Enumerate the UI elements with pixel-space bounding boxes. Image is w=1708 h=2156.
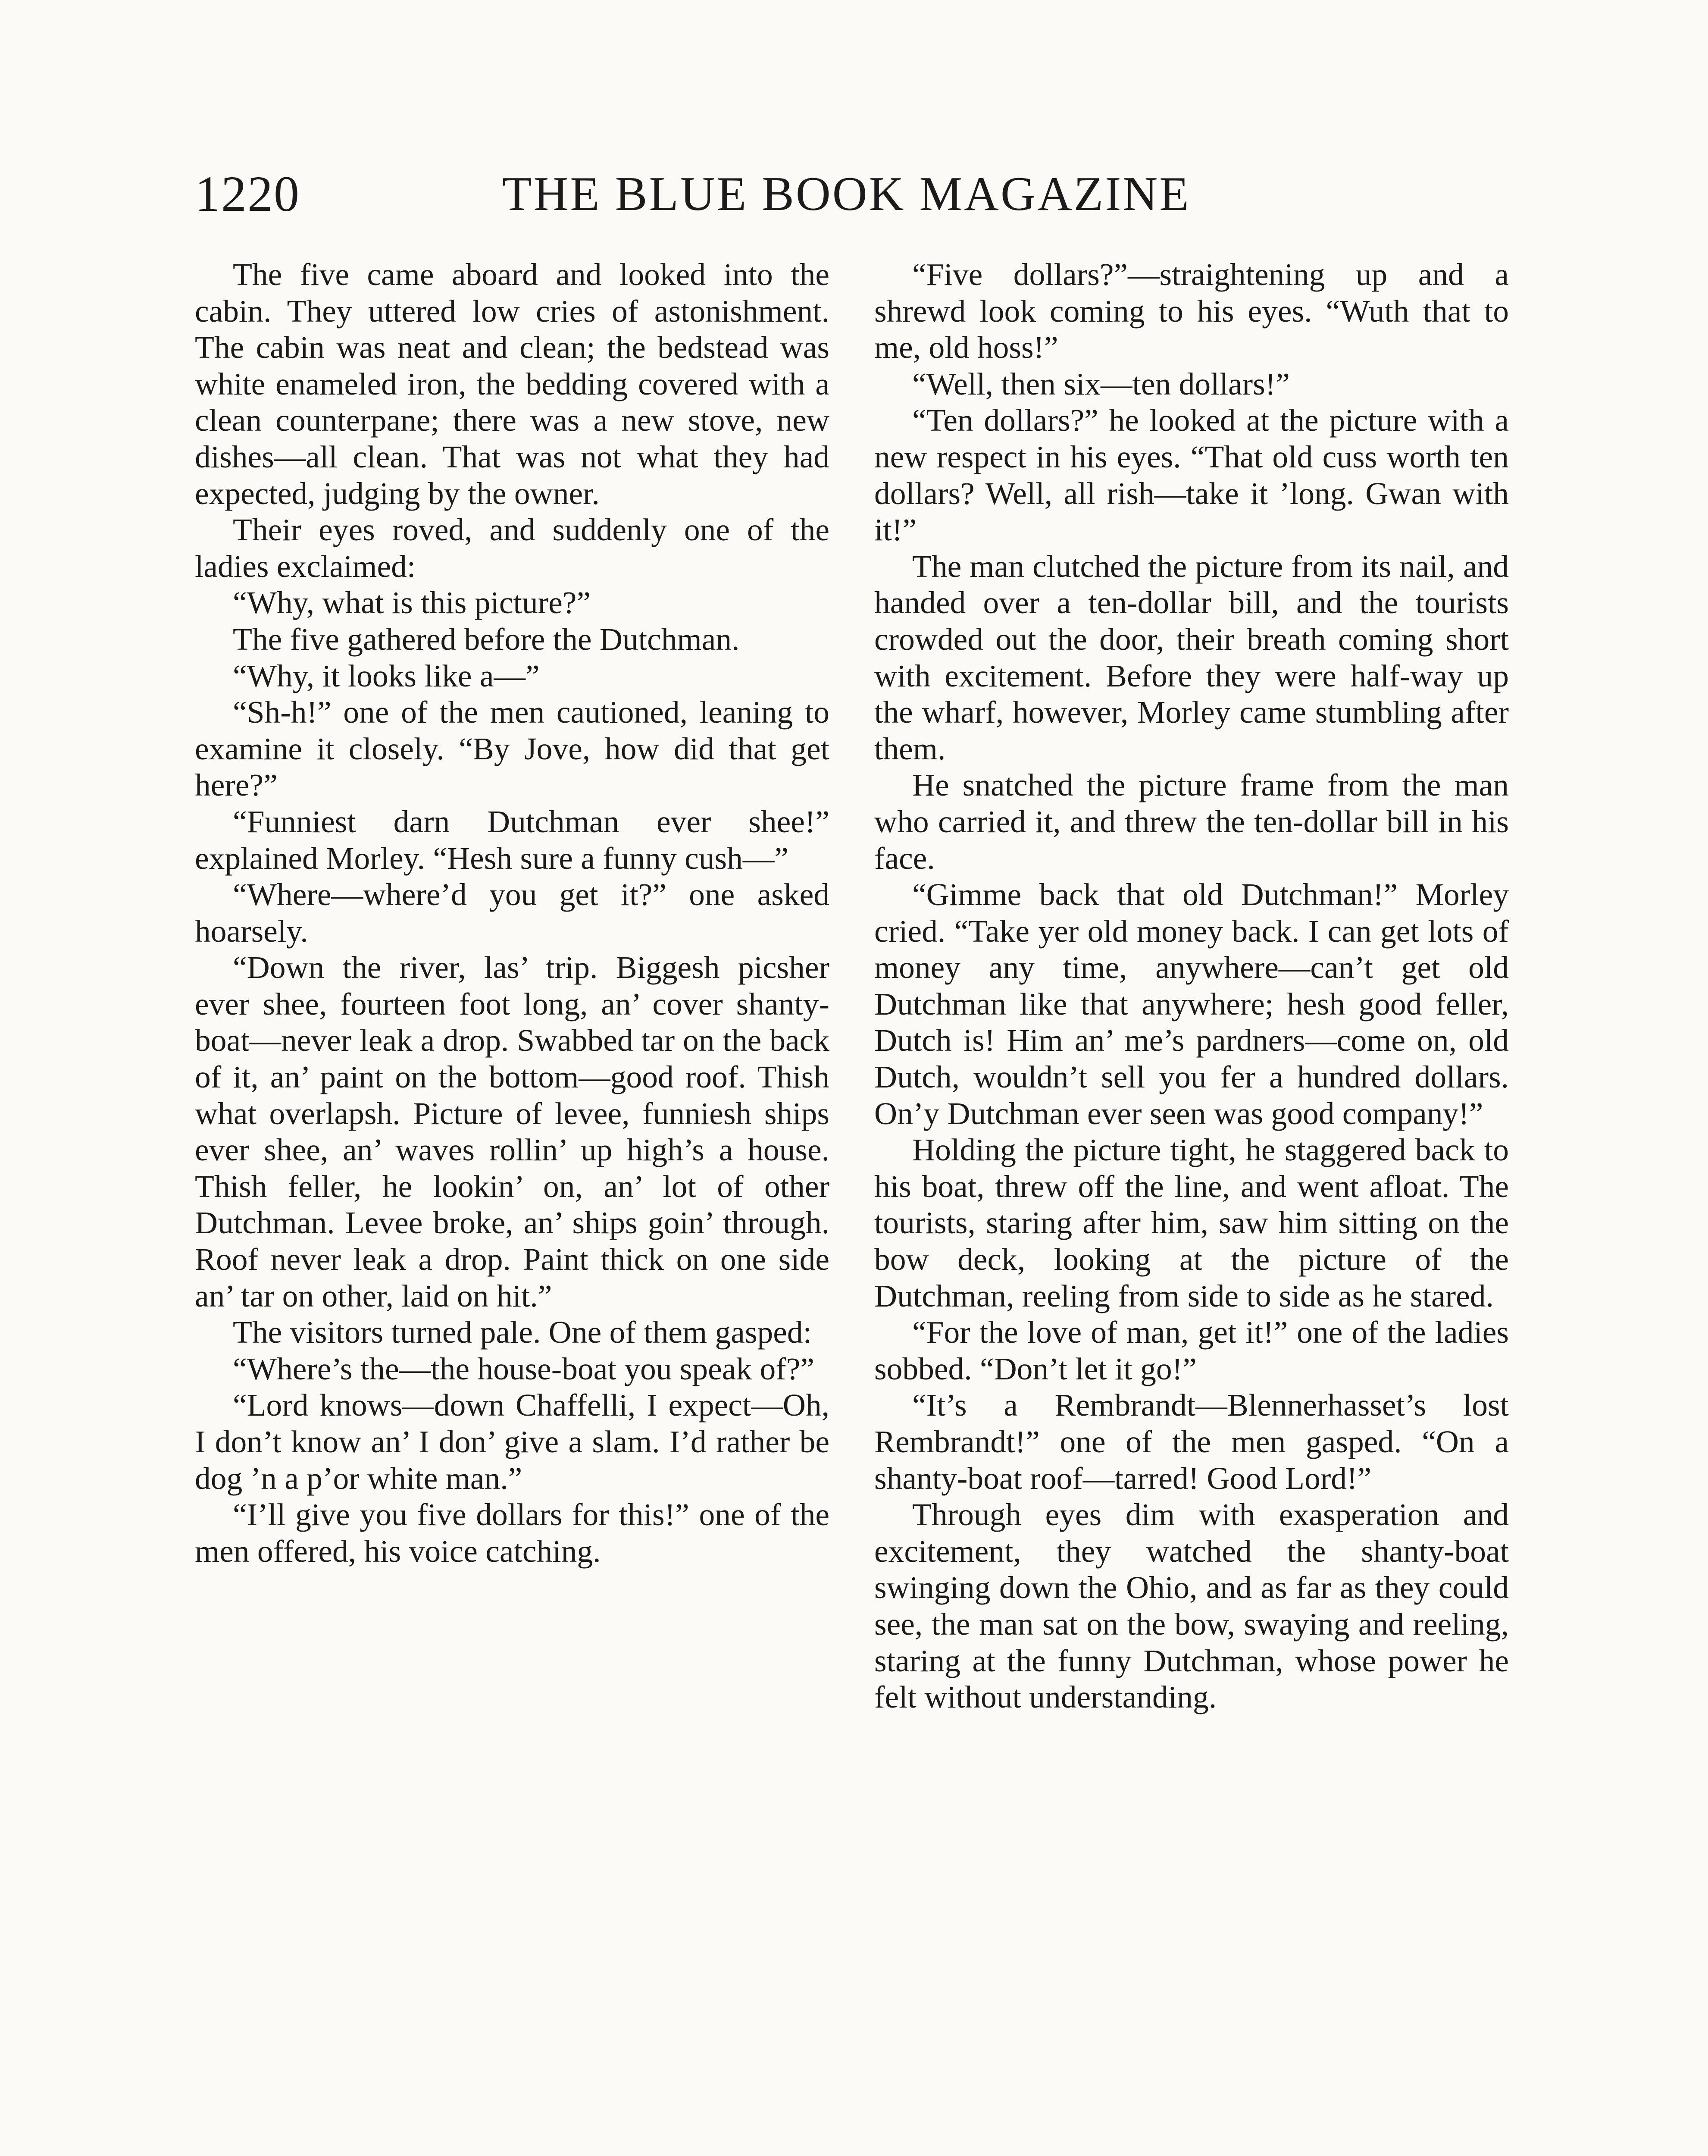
paragraph: “I’ll give you five dollars for this!” one of the men offered, his voice catching.	[195, 1497, 829, 1569]
paragraph: “Sh-h!” one of the men cautioned, leaning to examine it closely. “By Jove, how did that get here?”	[195, 695, 829, 803]
paragraph: “Why, it looks like a—”	[233, 658, 540, 693]
paragraph: The five gathered before the Dutchman.	[233, 621, 740, 657]
paragraph: The five came aboard and looked into the cabin. They uttered low cries of astonishment. The cabin was neat and clean; the bedstead was white enameled iron, the bedding covered with a clean counterpane; there was a new stove, new dishes—all clean. That was not what they had expected, judging by the owner.	[195, 257, 829, 511]
text-column-right	[874, 257, 1509, 1716]
page-number: 1220	[195, 166, 300, 222]
paragraph: “Lord knows—down Chaffelli, I expect—Oh, I don’t know an’ I don’ give a slam. I’d rather be dog ’n a p’or white man.”	[195, 1388, 829, 1496]
paragraph: “Where—where’d you get it?” one asked hoarsely.	[195, 877, 829, 949]
paragraph: “Down the river, las’ trip. Biggesh picsher ever shee, fourteen foot long, an’ cover shanty-boat—never leak a drop. Swabbed tar on the back of it, an’ paint on the bottom—good roof. Thish what overlapsh. Picture of levee, funniesh ships ever shee, an’ waves rollin’ up high’s a house. Thish feller, he lookin’ on, an’ lot of other Dutchman. Levee broke, an’ ships goin’ through. Roof never leak a drop. Paint thick on one side an’ tar on other, laid on hit.”	[195, 950, 829, 1313]
page-header	[195, 162, 1637, 226]
paragraph: “Funniest darn Dutchman ever shee!” explained Morley. “Hesh sure a funny cush—”	[195, 804, 829, 876]
paragraph: “Where’s the—the house-boat you speak of?”	[233, 1351, 815, 1386]
paragraph: “For the love of man, get it!” one of the ladies sobbed. “Don’t let it go!”	[874, 1315, 1509, 1386]
paragraph: “Gimme back that old Dutchman!” Morley cried. “Take yer old money back. I can get lots of money any time, anywhere—can’t get old Dutchman like that anywhere; hesh good feller, Dutch is! Him an’ me’s pardners—come on, old Dutch, wouldn’t sell you fer a hundred dollars. On’y Dutchman ever seen was good company!”	[874, 877, 1509, 1131]
paragraph: Their eyes roved, and suddenly one of the ladies exclaimed:	[195, 512, 829, 584]
paragraph: The man clutched the picture from its nail, and handed over a ten-dollar bill, and the tourists crowded out the door, their breath coming short with excitement. Before they were half-way up the wharf, however, Morley came stumbling after them.	[874, 548, 1509, 766]
paragraph: Holding the picture tight, he staggered back to his boat, threw off the line, and went afloat. The tourists, staring after him, saw him sitting on the bow deck, looking at the picture of the Dutchman, reeling from side to side as he stared.	[874, 1132, 1509, 1313]
paragraph: “Five dollars?”—straightening up and a shrewd look coming to his eyes. “Wuth that to me, old hoss!”	[874, 257, 1509, 365]
magazine-title: THE BLUE BOOK MAGAZINE	[502, 167, 1191, 221]
paragraph: “It’s a Rembrandt—Blennerhasset’s lost Rembrandt!” one of the men gasped. “On a shanty-boat roof—tarred! Good Lord!”	[874, 1388, 1509, 1496]
paragraph: “Why, what is this picture?”	[233, 585, 591, 620]
paragraph: “Ten dollars?” he looked at the picture with a new respect in his eyes. “That old cuss worth ten dollars? Well, all rish—take it ’long. Gwan with it!”	[874, 403, 1509, 548]
paragraph: “Well, then six—ten dollars!”	[912, 366, 1290, 401]
paragraph: The visitors turned pale. One of them gasped:	[233, 1315, 812, 1350]
paragraph: He snatched the picture frame from the man who carried it, and threw the ten-dollar bill in his face.	[874, 768, 1509, 876]
paragraph: Through eyes dim with exasperation and excitement, they watched the shanty-boat swinging down the Ohio, and as far as they could see, the man sat on the bow, swaying and reeling, staring at the funny Dutchman, whose power he felt without understanding.	[874, 1497, 1509, 1715]
text-column-left	[195, 257, 829, 1570]
